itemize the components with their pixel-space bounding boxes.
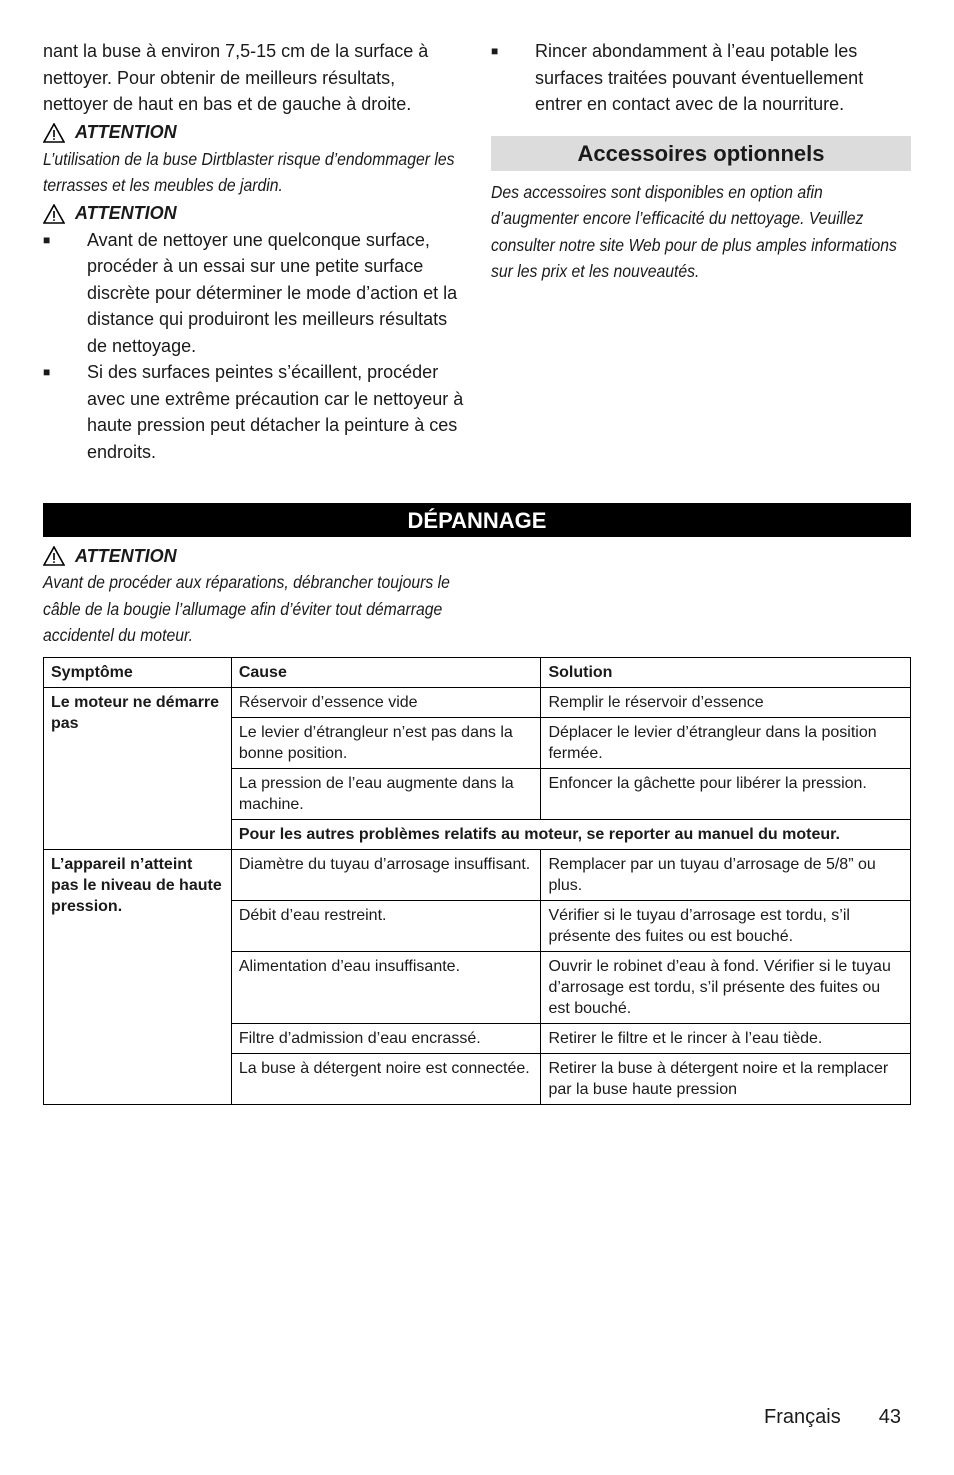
solution-cell: Retirer le filtre et le rincer à l’eau tiède. [541, 1024, 911, 1054]
cause-cell: Alimentation d’eau insuffisante. [231, 952, 541, 1024]
warning-triangle-icon [43, 546, 65, 566]
attention-heading [43, 120, 465, 146]
column-header: Cause [231, 658, 541, 688]
attention-heading [43, 543, 483, 569]
attention-text: L’utilisation de la buse Dirtblaster risque d’endommager les terrasses et les meubles de jardin. [43, 148, 455, 195]
cause-cell: La pression de l’eau augmente dans la machine. [231, 769, 541, 820]
cause-cell: La buse à détergent noire est connectée. [231, 1054, 541, 1105]
square-bullet-icon: ■ [43, 232, 51, 247]
page-footer [764, 1406, 901, 1429]
square-bullet-icon: ■ [43, 365, 51, 379]
solution-cell: Remplir le réservoir d’essence [541, 688, 911, 718]
depannage-attention [43, 543, 483, 649]
page-number: 43 [878, 1406, 901, 1428]
table-header-row [44, 658, 911, 688]
troubleshooting-table [43, 657, 911, 1105]
cause-cell: Diamètre du tuyau d’arrosage insuffisant. [231, 850, 541, 901]
solution-cell: Vérifier si le tuyau d’arrosage est tordu, s’il présente des fuites ou est bouché. [541, 901, 911, 952]
solution-cell: Enfoncer la gâchette pour libérer la pression. [541, 769, 911, 820]
cause-cell: Le levier d’étrangleur n’est pas dans la bonne position. [231, 718, 541, 769]
solution-cell: Déplacer le levier d’étrangleur dans la position fermée. [541, 718, 911, 769]
warning-triangle-icon [43, 204, 65, 224]
left-column [43, 38, 465, 465]
list-item [43, 227, 465, 360]
warning-triangle-icon [43, 123, 65, 143]
solution-cell: Remplacer par un tuyau d’arrosage de 5/8” ou plus. [541, 850, 911, 901]
attention-label: ATTENTION [75, 545, 177, 566]
column-header: Solution [541, 658, 911, 688]
cause-cell: Débit d’eau restreint. [231, 901, 541, 952]
right-column [491, 38, 911, 285]
symptom-cell: Le moteur ne démarre pas [44, 688, 232, 850]
list-item-text: Rincer abondamment à l’eau potable les surfaces traitées pouvant éventuellement entrer en contact avec de la nourriture. [535, 41, 864, 114]
engine-note-cell: Pour les autres problèmes relatifs au moteur, se reporter au manuel du moteur. [231, 820, 910, 850]
symptom-cell: L’appareil n’atteint pas le niveau de haute pression. [44, 850, 232, 1105]
intro-paragraph: nant la buse à environ 7,5-15 cm de la surface à nettoyer. Pour obtenir de meilleurs résultats, nettoyer de haut en bas et de gauche à droite. [43, 41, 429, 114]
list-item-text: Si des surfaces peintes s’écaillent, procéder avec une extrême précaution car le nettoyeur à haute pression peut détacher la peinture à ces endroits. [87, 362, 464, 462]
attention-text: Avant de procéder aux réparations, débrancher toujours le câble de la bougie l’allumage afin d’éviter tout démarrage accidentel du moteur. [43, 572, 450, 645]
list-item-text: Avant de nettoyer une quelconque surface, procéder à un essai sur une petite surface discrète pour déterminer le mode d’action et la distance qui produiront les meilleurs résultats de nettoyage. [87, 229, 458, 356]
table-row [44, 850, 911, 901]
list-item [491, 38, 911, 118]
list-item [43, 359, 465, 465]
attention-heading [43, 201, 465, 227]
section-heading-depannage: DÉPANNAGE [43, 503, 911, 537]
accessoires-text: Des accessoires sont disponibles en option afin d’augmenter encore l’efficacité du nettoyage. Veuillez consulter notre site Web pour de plus amples informations sur les prix et les nouveautés. [491, 181, 897, 281]
column-header: Symptôme [44, 658, 232, 688]
square-bullet-icon: ■ [491, 44, 499, 58]
cause-cell: Filtre d’admission d’eau encrassé. [231, 1024, 541, 1054]
cause-cell: Réservoir d’essence vide [231, 688, 541, 718]
section-heading-accessoires: Accessoires optionnels [491, 136, 911, 171]
solution-cell: Retirer la buse à détergent noire et la remplacer par la buse haute pression [541, 1054, 911, 1105]
solution-cell: Ouvrir le robinet d’eau à fond. Vérifier si le tuyau d’arrosage est tordu, s’il présente des fuites ou est bouché. [541, 952, 911, 1024]
footer-language: Français [764, 1406, 841, 1428]
table-row [44, 688, 911, 718]
attention-label: ATTENTION [75, 203, 177, 223]
attention-label: ATTENTION [75, 122, 177, 142]
